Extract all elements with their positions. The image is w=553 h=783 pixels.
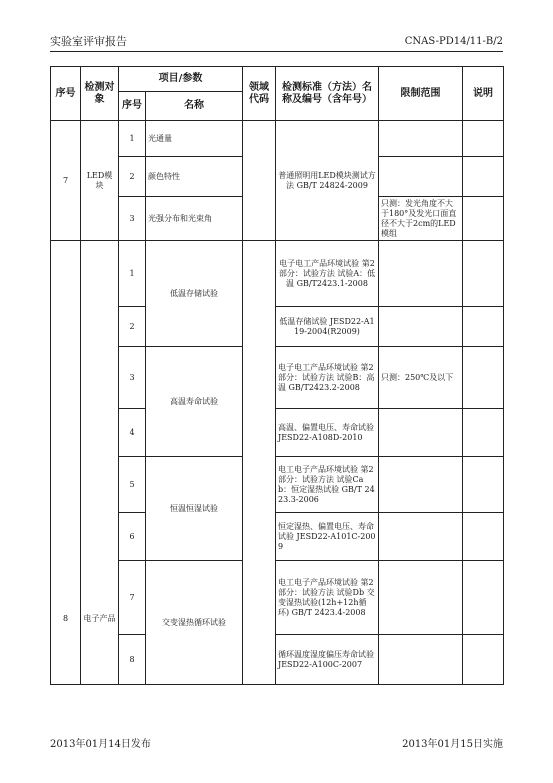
row-limit <box>379 635 463 685</box>
table-row <box>51 635 504 685</box>
page-footer <box>50 738 503 752</box>
table-row <box>51 457 504 513</box>
table-row <box>51 241 504 307</box>
row-note <box>463 561 504 635</box>
row-limit <box>379 457 463 513</box>
row-limit <box>379 513 463 561</box>
group7-standard: 普通照明用LED模块测试方法 GB/T 24824-2009 <box>276 121 379 241</box>
row-name: 光通量 <box>146 121 243 157</box>
header-object: 检测对象 <box>81 67 119 121</box>
header-rule <box>50 51 503 52</box>
table-row <box>51 347 504 409</box>
name-cyclic-damp: 交变湿热循环试验 <box>146 561 243 685</box>
row-limit <box>379 121 463 157</box>
table-header-row <box>51 67 504 92</box>
group8-field-code <box>243 241 276 685</box>
row-note <box>463 157 504 197</box>
table-row <box>51 561 504 635</box>
group8-object: 电子产品 <box>81 241 119 685</box>
row-no: 5 <box>119 457 146 513</box>
table-row <box>51 307 504 347</box>
effective-date: 2013年01月15日实施 <box>402 739 503 750</box>
row-standard: 电子电工产品环境试验 第2部分：试验方法 试验B：高温 GB/T2423.2-2008 <box>276 347 379 409</box>
row-note <box>463 347 504 409</box>
header-item-param: 项目/参数 <box>119 67 243 92</box>
row-no: 2 <box>119 307 146 347</box>
name-low-temp: 低温存储试验 <box>146 241 243 347</box>
row-note <box>463 409 504 457</box>
header-name: 名称 <box>146 92 243 121</box>
name-high-temp: 高温寿命试验 <box>146 347 243 457</box>
row-limit: 只测：250℃及以下 <box>379 347 463 409</box>
header-note: 说明 <box>463 67 504 121</box>
row-standard: 低温存储试验 JESD22-A119-2004(R2009) <box>276 307 379 347</box>
header-limit: 限制范围 <box>379 67 463 121</box>
row-note <box>463 197 504 241</box>
row-limit <box>379 561 463 635</box>
row-note <box>463 307 504 347</box>
header-field-code: 领域代码 <box>243 67 276 121</box>
row-no: 7 <box>119 561 146 635</box>
group7-object: LED模块 <box>81 121 119 241</box>
report-title: 实验室评审报告 <box>50 35 127 48</box>
row-note <box>463 635 504 685</box>
row-note <box>463 241 504 307</box>
row-limit <box>379 157 463 197</box>
row-no: 1 <box>119 241 146 307</box>
row-no: 2 <box>119 157 146 197</box>
row-standard: 恒定湿热、偏置电压、寿命试验 JESD22-A101C-2009 <box>276 513 379 561</box>
header-sub-seq: 序号 <box>119 92 146 121</box>
group8-seq: 8 <box>51 241 81 685</box>
row-standard: 电工电子产品环境试验 第2部分：试验方法 试验Cab：恒定湿热试验 GB/T 2423.3-2006 <box>276 457 379 513</box>
row-no: 1 <box>119 121 146 157</box>
row-no: 3 <box>119 197 146 241</box>
row-note <box>463 513 504 561</box>
group7-field-code <box>243 121 276 241</box>
row-no: 8 <box>119 635 146 685</box>
header-standard: 检测标准（方法）名称及编号（含年号） <box>276 67 379 121</box>
page-header <box>50 34 503 50</box>
row-standard: 电工电子产品环境试验 第2部分：试验方法 试验Db 交变湿热试验(12h+12h循环) GB/T 2423.4-2008 <box>276 561 379 635</box>
row-limit <box>379 241 463 307</box>
row-name: 颜色特性 <box>146 157 243 197</box>
row-limit <box>379 307 463 347</box>
row-no: 4 <box>119 409 146 457</box>
row-standard: 循环温度湿度偏压寿命试验JESD22-A100C-2007 <box>276 635 379 685</box>
row-standard: 高温、偏置电压、寿命试验 JESD22-A108D-2010 <box>276 409 379 457</box>
row-note <box>463 121 504 157</box>
table-row <box>51 409 504 457</box>
table-row <box>51 513 504 561</box>
row-limit: 只测：发光角度不大于180°及发光口面直径不大于2cm的LED模组 <box>379 197 463 241</box>
group7-seq: 7 <box>51 121 81 241</box>
row-no: 6 <box>119 513 146 561</box>
name-damp-heat: 恒温恒湿试验 <box>146 457 243 561</box>
test-items-table <box>50 66 504 685</box>
row-limit <box>379 409 463 457</box>
row-name: 光强分布和光束角 <box>146 197 243 241</box>
issue-date: 2013年01月14日发布 <box>50 739 151 750</box>
row-note <box>463 457 504 513</box>
row-no: 3 <box>119 347 146 409</box>
row-standard: 电子电工产品环境试验 第2部分：试验方法 试验A：低温 GB/T2423.1-2008 <box>276 241 379 307</box>
table-row <box>51 121 504 157</box>
header-seq: 序号 <box>51 67 81 121</box>
document-code: CNAS-PD14/11-B/2 <box>404 36 503 47</box>
